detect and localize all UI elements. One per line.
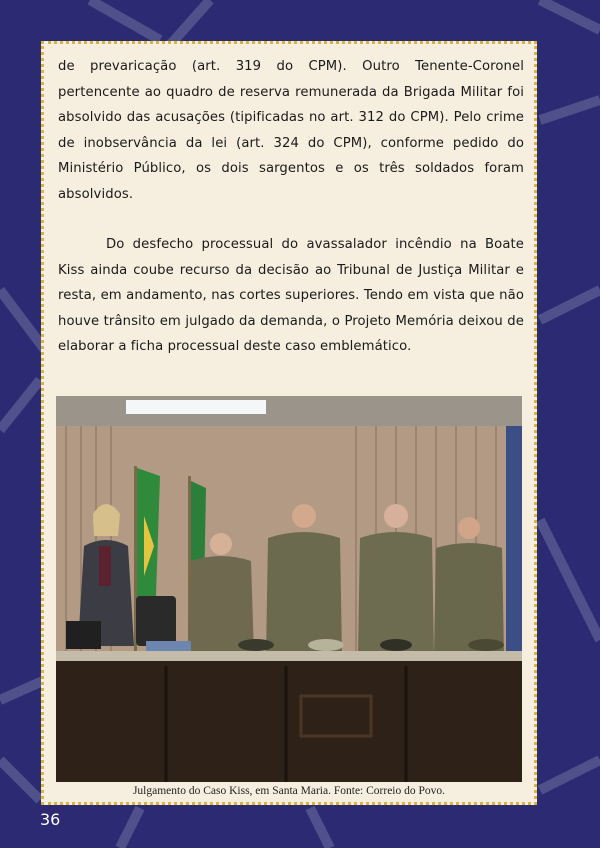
paragraph-1: de prevaricação (art. 319 do CPM). Outro Tenente-Coronel pertencente ao quadro de reserva remunerada da Brigada Militar foi absolvido das acusações (tipificadas no art. 312 do CPM). Pelo crime de inobservância da lei (art. 324 do CPM), conforme pedido do Ministério Público, os dois sargentos e os três soldados foram absolvidos.	[58, 59, 524, 202]
body-text	[58, 54, 524, 360]
paragraph-2: Do desfecho processual do avassalador incêndio na Boate Kiss ainda coube recurso da decisão ao Tribunal de Justiça Militar e resta, em andamento, nas cortes superiores. Tendo em vista que não houve trânsito em julgado da demanda, o Projeto Memória deixou de elaborar a ficha processual deste caso emblemático.	[58, 237, 524, 354]
figure-caption: Julgamento do Caso Kiss, em Santa Maria. Fonte: Correio do Povo.	[132, 785, 446, 797]
trial-photo	[56, 396, 522, 782]
content-card	[41, 41, 537, 805]
page-number: 36	[40, 810, 61, 829]
